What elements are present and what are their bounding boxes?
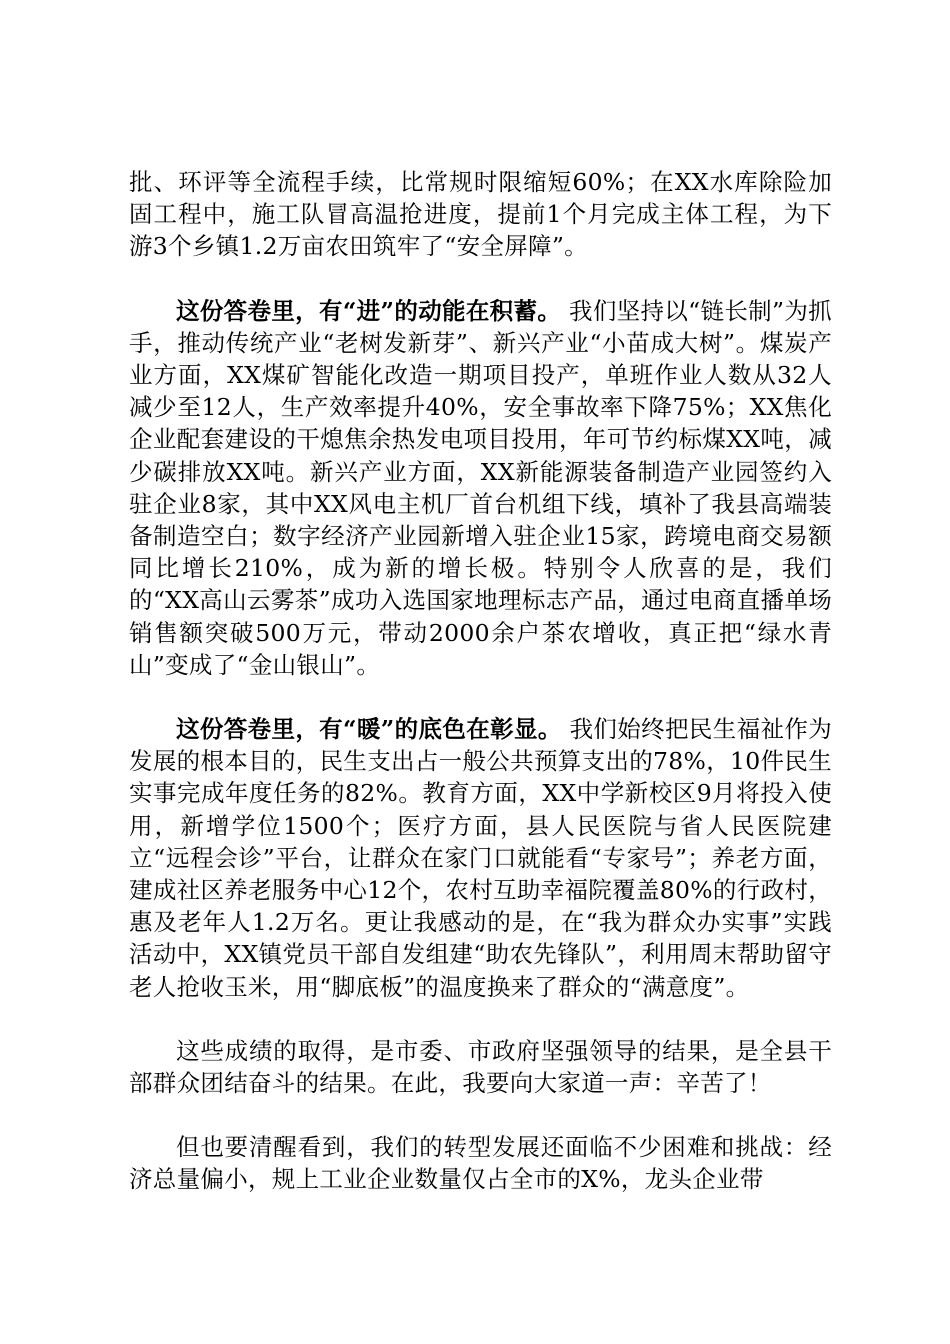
- paragraph-body: 我们坚持以“链长制”为抓手，推动传统产业“老树发新芽”、新兴产业“小苗成大树”。煤炭产业方面，XX煤矿智能化改造一期项目投产，单班作业人数从32人减少至12人，生产效率提升40%，安全事故率下降75%；XX焦化企业配套建设的干熄焦余热发电项目投用，年可节约标煤XX吨，减少碳排放XX吨。新兴产业方面，XX新能源装备制造产业园签约入驻企业8家，其中XX风电主机厂首台机组下线，填补了我县高端装备制造空白；数字经济产业园新增入驻企业15家，跨境电商交易额同比增长210%，成为新的增长极。特别令人欣喜的是，我们的“XX高山云雾茶”成功入选国家地理标志产品，通过电商直播单场销售额突破500万元，带动2000余户茶农增收，真正把“绿水青山”变成了“金山银山”。: [129, 296, 832, 679]
- paragraph-momentum: [129, 295, 832, 681]
- paragraph-body: 我们始终把民生福祉作为发展的根本目的，民生支出占一般公共预算支出的78%，10件民生实事完成年度任务的82%。教育方面，XX中学新校区9月将投入使用，新增学位1500个；医疗方面，县人民医院与省人民医院建立“远程会诊”平台，让群众在家门口就能看“专家号”；养老方面，建成社区养老服务中心12个，农村互助幸福院覆盖80%的行政村，惠及老年人1.2万名。更让我感动的是，在“我为群众办实事”实践活动中，XX镇党员干部自发组建“助农先锋队”，利用周末帮助留守老人抢收玉米，用“脚底板”的温度换来了群众的“满意度”。: [129, 715, 832, 1001]
- document-page: [129, 166, 832, 1228]
- paragraph-challenges: [129, 1131, 832, 1195]
- paragraph-warmth: [129, 713, 832, 1003]
- paragraph-body: 这些成绩的取得，是市委、市政府坚强领导的结果，是全县干部群众团结奋斗的结果。在此，我要向大家道一声：辛苦了！: [129, 1036, 832, 1098]
- paragraph-gratitude: [129, 1035, 832, 1099]
- paragraph-continuation: [129, 166, 832, 263]
- paragraph-body: 批、环评等全流程手续，比常规时限缩短60%；在XX水库除险加固工程中，施工队冒高温抢进度，提前1个月完成主体工程，为下游3个乡镇1.2万亩农田筑牢了“安全屏障”。: [129, 168, 832, 261]
- paragraph-body: 但也要清醒看到，我们的转型发展还面临不少困难和挑战：经济总量偏小，规上工业企业数量仅占全市的X%，龙头企业带: [129, 1133, 832, 1194]
- paragraph-lead: 这份答卷里，有“进”的动能在积蓄。: [176, 296, 562, 325]
- paragraph-lead: 这份答卷里，有“暖”的底色在彰显。: [176, 715, 562, 744]
